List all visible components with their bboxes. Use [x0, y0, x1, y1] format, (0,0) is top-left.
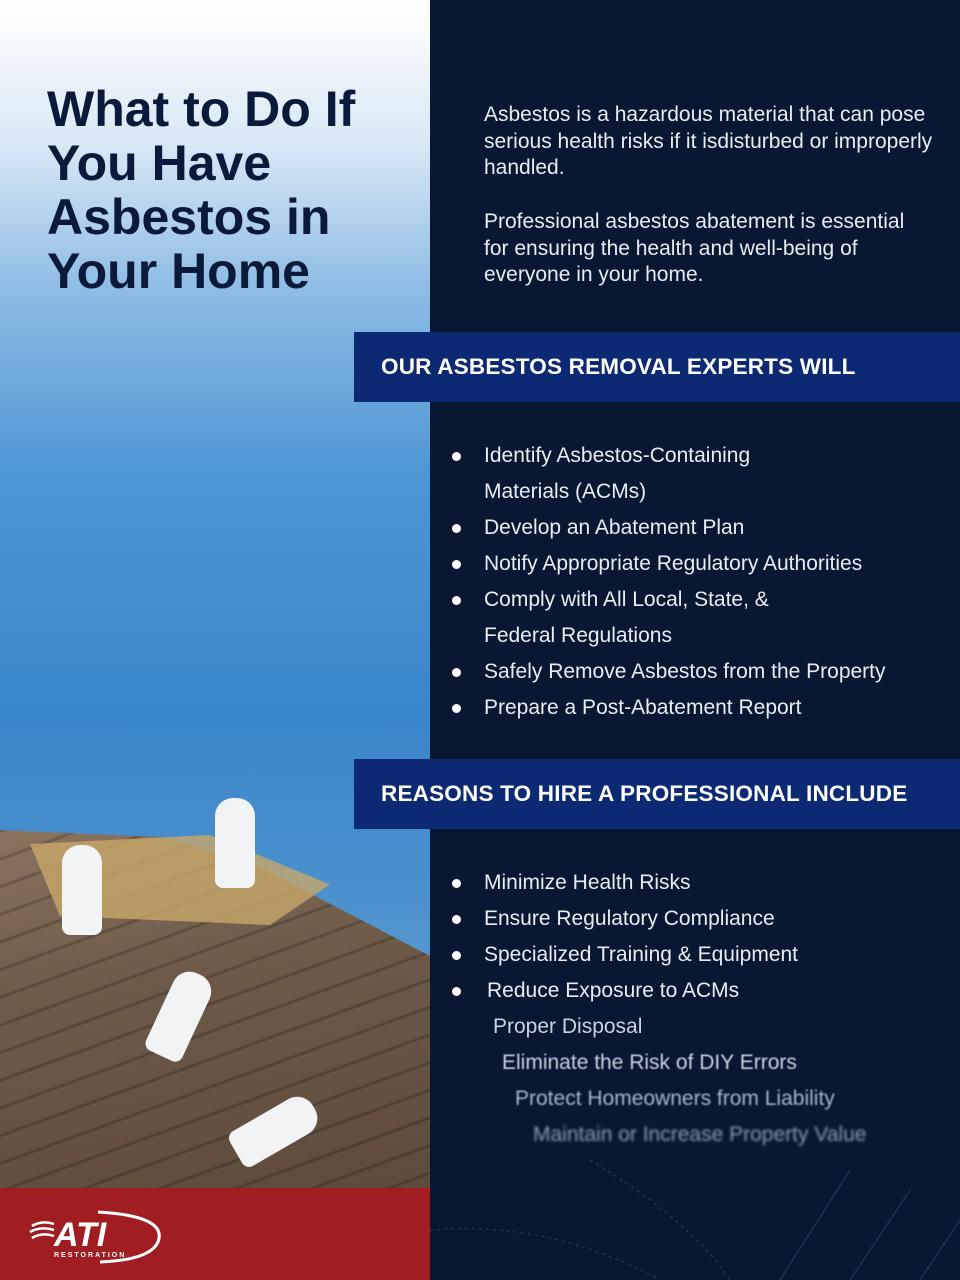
faded-item: Maintain or Increase Property Value — [533, 1123, 867, 1146]
worker-figure — [215, 798, 255, 888]
item-text: Minimize Health Risks — [484, 871, 691, 894]
item-text: Safely Remove Asbestos from the Property — [484, 660, 886, 683]
bullet-icon — [452, 987, 461, 996]
ati-restoration-logo — [28, 1206, 163, 1264]
bullet-icon — [452, 951, 461, 960]
bullet-icon — [452, 915, 461, 924]
list-item — [452, 973, 952, 1009]
page-title: What to Do If You Have Asbestos in Your Home — [47, 81, 356, 299]
list-item — [452, 865, 952, 901]
item-text: Identify Asbestos-Containing Materials (ACMs) — [484, 444, 751, 503]
reasons-list — [452, 865, 952, 1009]
bullet-icon — [452, 704, 461, 713]
experts-list — [452, 438, 952, 726]
item-text: Develop an Abatement Plan — [484, 516, 745, 539]
intro-paragraph: Asbestos is a hazardous material that can pose serious health risks if it isdisturbed or improperly handled. — [484, 103, 933, 179]
intro-paragraph: Professional asbestos abatement is essential for ensuring the health and well-being of everyone in your home. — [484, 210, 905, 286]
item-text: Notify Appropriate Regulatory Authorities — [484, 552, 863, 575]
list-item — [452, 901, 952, 937]
faded-item: Proper Disposal — [493, 1015, 643, 1038]
bullet-icon — [452, 668, 461, 677]
item-text: Ensure Regulatory Compliance — [484, 907, 775, 930]
bullet-icon — [452, 524, 461, 533]
list-item — [452, 654, 952, 690]
list-item — [452, 546, 952, 582]
bullet-icon — [452, 560, 461, 569]
list-item — [452, 582, 812, 654]
bullet-icon — [452, 452, 461, 461]
list-item — [452, 937, 952, 973]
list-item — [452, 690, 952, 726]
item-text: Specialized Training & Equipment — [484, 943, 799, 966]
svg-text:ATI: ATI — [54, 1216, 107, 1254]
item-text: Reduce Exposure to ACMs — [487, 979, 740, 1002]
faded-item: Protect Homeowners from Liability — [515, 1087, 835, 1110]
list-item — [452, 438, 812, 510]
worker-figure — [62, 845, 102, 935]
bullet-icon — [452, 879, 461, 888]
decorative-lines — [430, 1160, 960, 1280]
svg-text:RESTORATION: RESTORATION — [54, 1252, 127, 1259]
bullet-icon — [452, 596, 461, 605]
item-text: Comply with All Local, State, & Federal Regulations — [484, 588, 769, 647]
experts-heading: OUR ASBESTOS REMOVAL EXPERTS WILL — [354, 332, 960, 402]
reasons-heading: REASONS TO HIRE A PROFESSIONAL INCLUDE — [354, 759, 960, 829]
list-item — [452, 510, 952, 546]
faded-item: Eliminate the Risk of DIY Errors — [502, 1051, 797, 1074]
item-text: Prepare a Post-Abatement Report — [484, 696, 802, 719]
